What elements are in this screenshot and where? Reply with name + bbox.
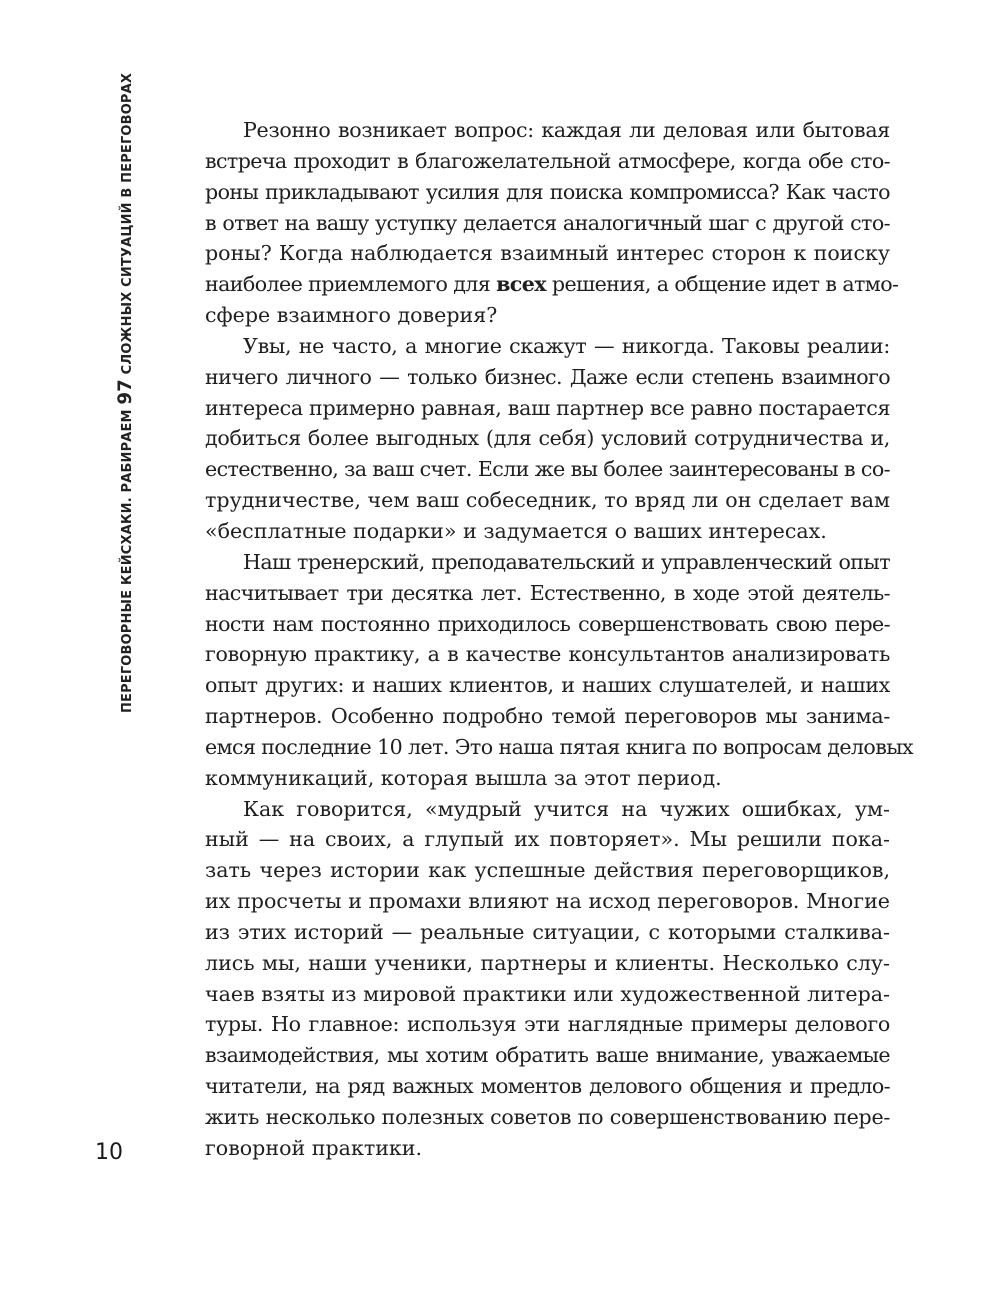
text-line: туры. Но главное: используя эти наглядные примеры делового [205, 1012, 890, 1037]
text-line: говорной практики. [205, 1135, 423, 1160]
running-head-number: 97 [114, 379, 136, 405]
text-line: ничего личного — только бизнес. Даже если степень взаимного [205, 364, 890, 389]
text-line: Резонно возникает вопрос: каждая ли деловая или бытовая [243, 118, 890, 142]
text-line: встреча проходит в благожелательной атмосфере, когда обе сто- [205, 148, 890, 173]
text-line: партнеров. Особенно подробно темой переговоров мы занима- [205, 704, 890, 729]
paragraph-3 [205, 547, 913, 794]
text-line: говорную практику, а в качестве консультантов анализировать [205, 642, 890, 667]
text-line: жить несколько полезных советов по совершенствованию пере- [205, 1105, 890, 1129]
text-line: трудничестве, чем ваш собеседник, то вряд ли он сделает вам [205, 488, 890, 513]
paragraph-2 [205, 331, 890, 547]
paragraph-4 [205, 794, 890, 1164]
text-line: ности нам постоянно приходилось совершенствовать свою пере- [205, 611, 890, 636]
text-line: Наш тренерский, преподавательский и управленческий опыт [243, 549, 890, 574]
text-line: в ответ на вашу уступку делается аналогичный шаг с другой сто- [205, 210, 890, 235]
text-line-tail: решения, а общение идет в атмо- [545, 272, 899, 297]
body-text [205, 115, 913, 1164]
page-number: 10 [95, 1140, 123, 1165]
running-head [114, 72, 136, 713]
text-line-start: наиболее приемлемого для [205, 272, 497, 297]
running-head-part1: ПЕРЕГОВОРНЫЕ КЕЙСХАКИ. РАБИРАЕМ [119, 404, 135, 713]
bold-word: всех [496, 272, 546, 297]
paragraph-1 [205, 115, 899, 331]
text-line: интереса примерно равная, ваш партнер все равно постарается [205, 395, 891, 420]
text-line: естественно, за ваш счет. Если же вы более заинтересованы в со- [205, 457, 890, 482]
text-line-with-bold [205, 269, 899, 300]
text-line: взаимодействия, мы хотим обратить ваше внимание, уважаемые [205, 1043, 890, 1068]
text-line: роны? Когда наблюдается взаимный интерес сторон к поиску [205, 241, 890, 266]
text-line: из этих историй — реальные ситуации, с которыми сталкива- [205, 919, 890, 944]
text-line: зать через истории как успешные действия переговорщиков, [205, 858, 890, 883]
text-line: чаев взяты из мировой практики или художественной литера- [205, 981, 890, 1006]
text-line: Увы, не часто, а многие скажут — никогда. Таковы реалии: [243, 333, 890, 358]
text-line: роны прикладывают усилия для поиска компромисса? Как часто [205, 179, 890, 204]
text-line: лись мы, наши ученики, партнеры и клиенты. Несколько слу- [205, 950, 890, 975]
text-line: ный — на своих, а глупый их повторяет». Мы решили пока- [205, 827, 890, 852]
running-head-part2: СЛОЖНЫХ СИТУАЦИЙ В ПЕРЕГОВОРАХ [119, 72, 135, 380]
text-line: коммуникаций, которая вышла за этот период. [205, 765, 722, 790]
text-line: сфере взаимного доверия? [205, 303, 498, 328]
text-line: их просчеты и промахи влияют на исход переговоров. Многие [205, 889, 890, 914]
text-line: опыт других: и наших клиентов, и наших слушателей, и наших [205, 673, 890, 698]
text-line: Как говорится, «мудрый учится на чужих ошибках, ум- [243, 796, 890, 821]
text-line: емся последние 10 лет. Это наша пятая книга по вопросам деловых [205, 734, 913, 759]
text-line: читатели, на ряд важных моментов делового общения и предло- [205, 1074, 890, 1099]
text-line: добиться более выгодных (для себя) условий сотрудничества и, [205, 426, 890, 451]
text-line: насчитывает три десятка лет. Естественно, в ходе этой деятель- [205, 580, 890, 605]
text-line: «бесплатные подарки» и задумается о ваших интересах. [205, 518, 827, 543]
